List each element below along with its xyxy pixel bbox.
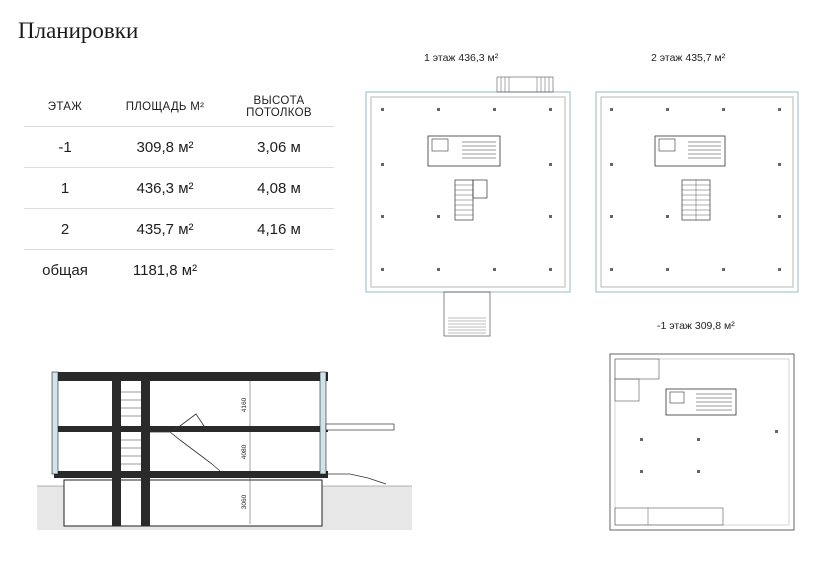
floor1-inner-wall <box>371 97 565 287</box>
stair-flight-lower <box>150 432 220 471</box>
floor2-plan <box>596 92 798 292</box>
basement-outer-wall <box>610 354 794 530</box>
floor1-stair-treads <box>455 185 473 215</box>
floor1-lift <box>432 139 448 151</box>
page-title: Планировки <box>18 18 139 43</box>
header-height-line1: ВЫСОТА <box>253 95 305 107</box>
floor1-plan-label: 1 этаж 436,3 м² <box>424 52 499 64</box>
row-height: 3,06 м <box>224 127 334 168</box>
floor1-plan <box>366 77 570 336</box>
floor2-outline <box>596 92 798 292</box>
row-height: 4,08 м <box>224 168 334 209</box>
core-wall-right <box>141 381 150 526</box>
left-facade <box>52 372 58 474</box>
floor2-plan-label: 2 этаж 435,7 м² <box>651 52 726 64</box>
basement-lift <box>670 392 684 403</box>
first-floor-slab <box>54 471 328 478</box>
basement-columns <box>640 430 778 473</box>
header-floor: ЭТАЖ <box>24 88 106 127</box>
entrance-steps <box>326 474 386 484</box>
basement-room-1 <box>615 359 659 379</box>
floor1-columns <box>381 108 552 271</box>
row-area: 435,7 м² <box>106 209 224 250</box>
dim-label-bottom: 3060 <box>241 494 248 510</box>
total-label: общая <box>42 261 88 279</box>
total-area: 1181,8 м² <box>132 261 198 279</box>
dim-label-mid: 4080 <box>241 444 248 460</box>
header-area: ПЛОЩАДЬ М² <box>106 88 224 127</box>
row-area: 436,3 м² <box>106 168 224 209</box>
floor1-top-stair-treads <box>501 77 549 92</box>
canopy <box>326 424 394 430</box>
dim-label-top: 4160 <box>241 397 248 413</box>
floor1-entrance-treads <box>448 318 486 333</box>
basement-room-3 <box>615 508 723 525</box>
floor1-entrance-stair <box>444 292 490 336</box>
floor2-columns <box>610 108 781 271</box>
floor2-inner-wall <box>601 97 793 287</box>
basement-plan <box>610 354 794 530</box>
floor1-core-stair <box>462 142 496 158</box>
floor2-lift <box>659 139 675 151</box>
row-floor: -1 <box>24 127 106 168</box>
row-height: 4,16 м <box>224 209 334 250</box>
right-facade <box>320 372 326 474</box>
basement-plan-label: -1 этаж 309,8 м² <box>657 320 735 332</box>
floor2-core-stair <box>688 142 721 158</box>
header-height-line2: ПОТОЛКОВ <box>246 107 312 119</box>
roof-slab <box>54 372 328 381</box>
floor1-stair-b <box>473 180 487 198</box>
second-floor-slab <box>54 426 328 432</box>
floor2-stair-treads <box>682 180 710 220</box>
building-section <box>37 372 412 530</box>
basement-room-2 <box>615 379 639 401</box>
core-wall-left <box>112 381 121 526</box>
basement-volume <box>64 480 322 526</box>
row-floor: 2 <box>24 209 106 250</box>
floor1-outline <box>366 92 570 292</box>
floor1-top-stair <box>497 77 553 92</box>
basement-inner-wall <box>615 359 789 525</box>
basement-core-stair <box>696 394 732 410</box>
row-floor: 1 <box>24 168 106 209</box>
row-area: 309,8 м² <box>106 127 224 168</box>
